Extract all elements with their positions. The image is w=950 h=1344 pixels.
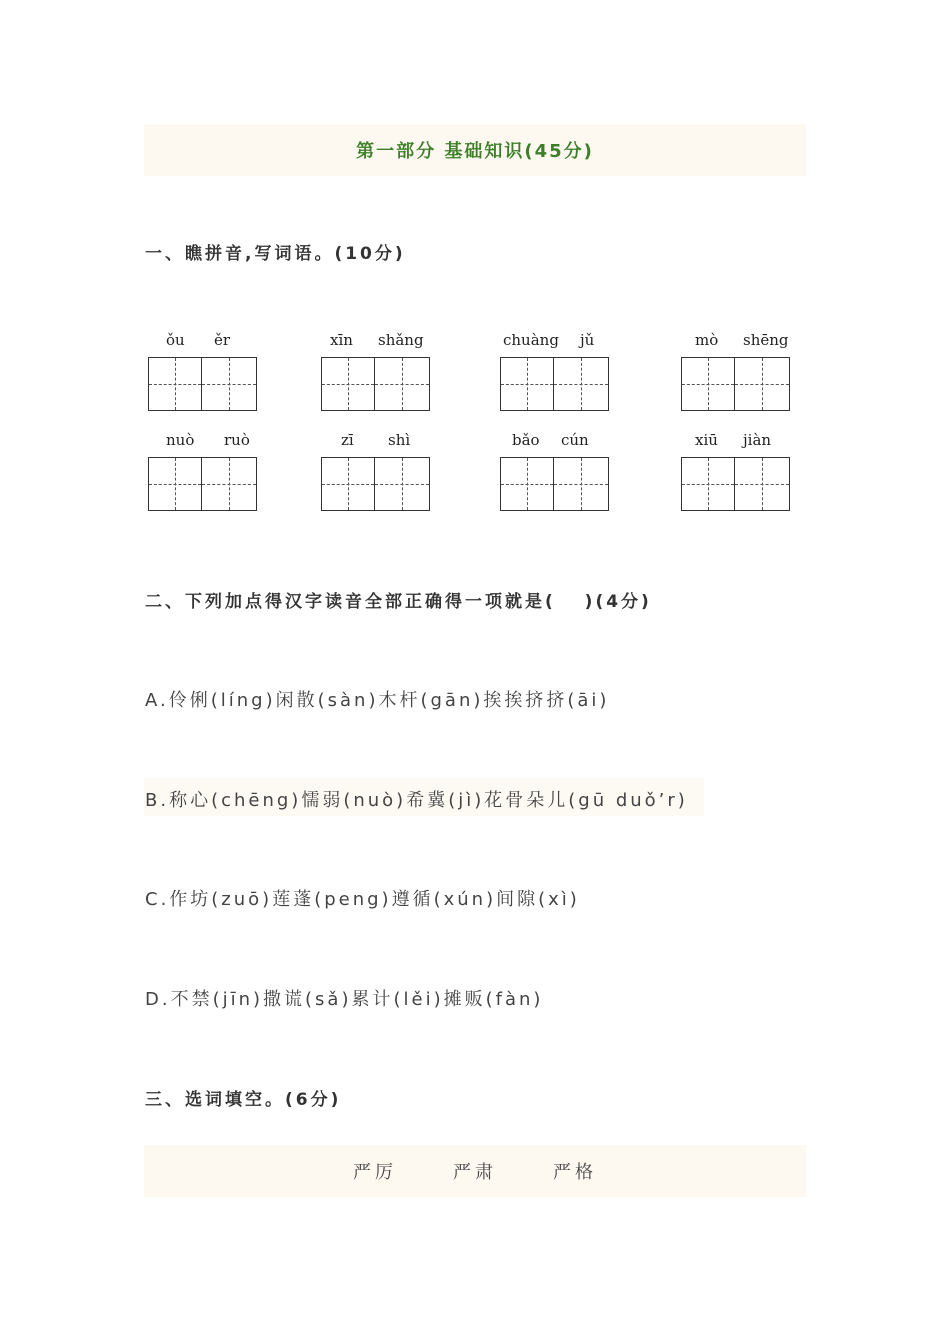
writing-box[interactable] <box>554 457 609 511</box>
writing-box[interactable] <box>321 357 375 411</box>
writing-box[interactable] <box>321 457 375 511</box>
pinyin-text: ǒu <box>166 331 185 349</box>
section3-heading: 三、选词填空。(6分) <box>145 1090 342 1110</box>
writing-box[interactable] <box>375 457 430 511</box>
pinyin-text: ěr <box>214 331 231 349</box>
writing-box[interactable] <box>375 357 430 411</box>
section2-heading: 二、下列加点得汉字读音全部正确得一项就是( )(4分) <box>145 592 652 612</box>
writing-box[interactable] <box>500 457 554 511</box>
word-choices-bar <box>144 1145 806 1197</box>
writing-box[interactable] <box>735 457 790 511</box>
writing-box[interactable] <box>202 357 257 411</box>
part-title: 第一部分 基础知识(45分) <box>356 141 594 162</box>
word-choice: 严肃 <box>453 1162 497 1183</box>
writing-box[interactable] <box>148 457 202 511</box>
option-c: C.作坊(zuō)莲蓬(peng)遵循(xún)间隙(xì) <box>145 889 580 910</box>
pinyin-text: xīn <box>330 331 353 349</box>
writing-box[interactable] <box>202 457 257 511</box>
option-a: A.伶俐(líng)闲散(sàn)木杆(gān)挨挨挤挤(āi) <box>145 690 610 711</box>
pinyin-text: shì <box>388 431 411 449</box>
pinyin-text: xiū <box>695 431 718 449</box>
writing-box[interactable] <box>735 357 790 411</box>
word-choice: 严厉 <box>353 1162 397 1183</box>
pinyin-text: bǎo <box>512 431 540 449</box>
section1-heading: 一、瞧拼音,写词语。(10分) <box>145 244 406 264</box>
writing-box[interactable] <box>681 357 735 411</box>
pinyin-text: mò <box>695 331 719 349</box>
pinyin-text: jiàn <box>743 431 772 449</box>
pinyin-text: shǎng <box>378 331 424 349</box>
writing-box[interactable] <box>500 357 554 411</box>
pinyin-text: nuò <box>166 431 195 449</box>
pinyin-text: ruò <box>224 431 250 449</box>
writing-box[interactable] <box>681 457 735 511</box>
pinyin-text: zī <box>341 431 354 449</box>
pinyin-text: chuàng <box>503 331 559 349</box>
word-choice: 严格 <box>553 1162 597 1183</box>
option-d: D.不禁(jīn)撒谎(sǎ)累计(lěi)摊贩(fàn) <box>145 989 544 1010</box>
pinyin-text: shēng <box>743 331 789 349</box>
writing-box[interactable] <box>554 357 609 411</box>
pinyin-text: jǔ <box>580 331 595 349</box>
part-title-banner <box>144 124 806 176</box>
option-b: B.称心(chēng)懦弱(nuò)希冀(jì)花骨朵儿(gū duǒ’r) <box>145 790 688 811</box>
writing-box[interactable] <box>148 357 202 411</box>
pinyin-text: cún <box>561 431 589 449</box>
